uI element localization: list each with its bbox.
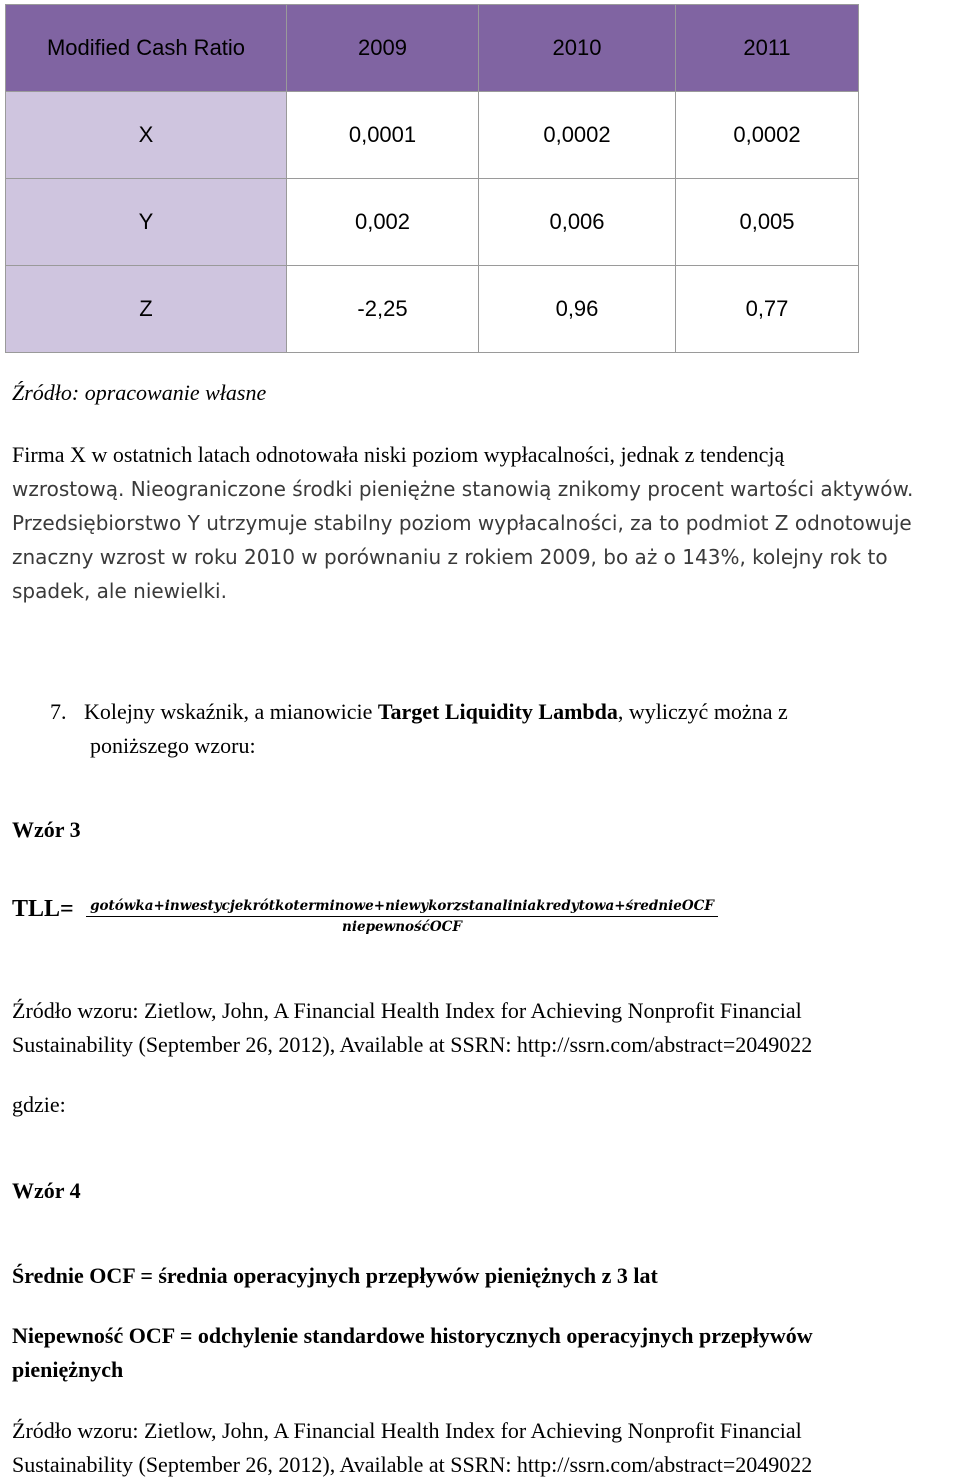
list-item-number: 7. <box>50 699 67 724</box>
paragraph-line: wzrostową. Nieograniczone środki pieniężne stanowią znikomy procent wartości aktywów. <box>12 477 914 501</box>
modified-cash-ratio-table <box>5 4 859 353</box>
table-row-label: Z <box>6 266 287 353</box>
definition-line: Niepewność OCF = odchylenie standardowe historycznych operacyjnych przepływów <box>12 1323 813 1348</box>
paragraph-line: znaczny wzrost w roku 2010 w porównaniu z rokiem 2009, bo aż o 143%, kolejny rok to <box>12 545 888 569</box>
table-header-cell: Modified Cash Ratio <box>6 5 287 92</box>
paragraph-line: Przedsiębiorstwo Y utrzymuje stabilny poziom wypłacalności, za to podmiot Z odnotowuje <box>12 511 912 535</box>
gdzie-label: gdzie: <box>12 1092 66 1117</box>
table-row <box>6 179 859 266</box>
formula-numerator: gotówka+inwestycjekrótkoterminowe+niewykorzstanaliniakredytowa+średnieOCF <box>86 898 718 917</box>
table-cell: 0,002 <box>287 179 479 266</box>
formula-denominator: niepewnośćOCF <box>342 919 462 935</box>
list-item-text: Kolejny wskaźnik, a mianowicie <box>84 699 378 724</box>
table-header-row <box>6 5 859 92</box>
table-cell: 0,96 <box>479 266 676 353</box>
source-line: Sustainability (September 26, 2012), Available at SSRN: http://ssrn.com/abstract=2049022 <box>12 1452 813 1477</box>
table-cell: 0,0002 <box>479 92 676 179</box>
table-cell: -2,25 <box>287 266 479 353</box>
table-cell: 0,006 <box>479 179 676 266</box>
table-row <box>6 92 859 179</box>
list-item-text-end: , wyliczyć można z <box>617 699 788 724</box>
table-header-cell: 2011 <box>676 5 859 92</box>
source-line: Źródło wzoru: Zietlow, John, A Financial Health Index for Achieving Nonprofit Financial <box>12 1418 802 1443</box>
list-item-7-continuation: poniższego wzoru: <box>90 733 256 758</box>
list-item-7 <box>50 695 788 729</box>
formula-fraction <box>86 898 718 935</box>
source-line: Źródło wzoru: Zietlow, John, A Financial Health Index for Achieving Nonprofit Financial <box>12 998 802 1023</box>
wzor-4-heading: Wzór 4 <box>12 1178 81 1203</box>
table-cell: 0,0001 <box>287 92 479 179</box>
table-cell: 0,77 <box>676 266 859 353</box>
definition-srednie-ocf: Średnie OCF = średnia operacyjnych przepływów pieniężnych z 3 lat <box>12 1263 658 1288</box>
definition-line: pieniężnych <box>12 1357 124 1382</box>
table-cell: 0,0002 <box>676 92 859 179</box>
list-item-bold-term: Target Liquidity Lambda <box>377 699 618 724</box>
formula-label: TLL= <box>12 896 74 922</box>
paragraph-line: Firma X w ostatnich latach odnotowała niski poziom wypłacalności, jednak z tendencją <box>12 442 785 467</box>
table-row-label: Y <box>6 179 287 266</box>
table-source-caption: Źródło: opracowanie własne <box>12 380 267 405</box>
wzor-3-heading: Wzór 3 <box>12 817 81 842</box>
table-cell: 0,005 <box>676 179 859 266</box>
source-line: Sustainability (September 26, 2012), Available at SSRN: http://ssrn.com/abstract=2049022 <box>12 1032 813 1057</box>
table-row <box>6 266 859 353</box>
table-row-label: X <box>6 92 287 179</box>
table-header-cell: 2010 <box>479 5 676 92</box>
paragraph-line: spadek, ale niewielki. <box>12 579 227 603</box>
table-header-cell: 2009 <box>287 5 479 92</box>
